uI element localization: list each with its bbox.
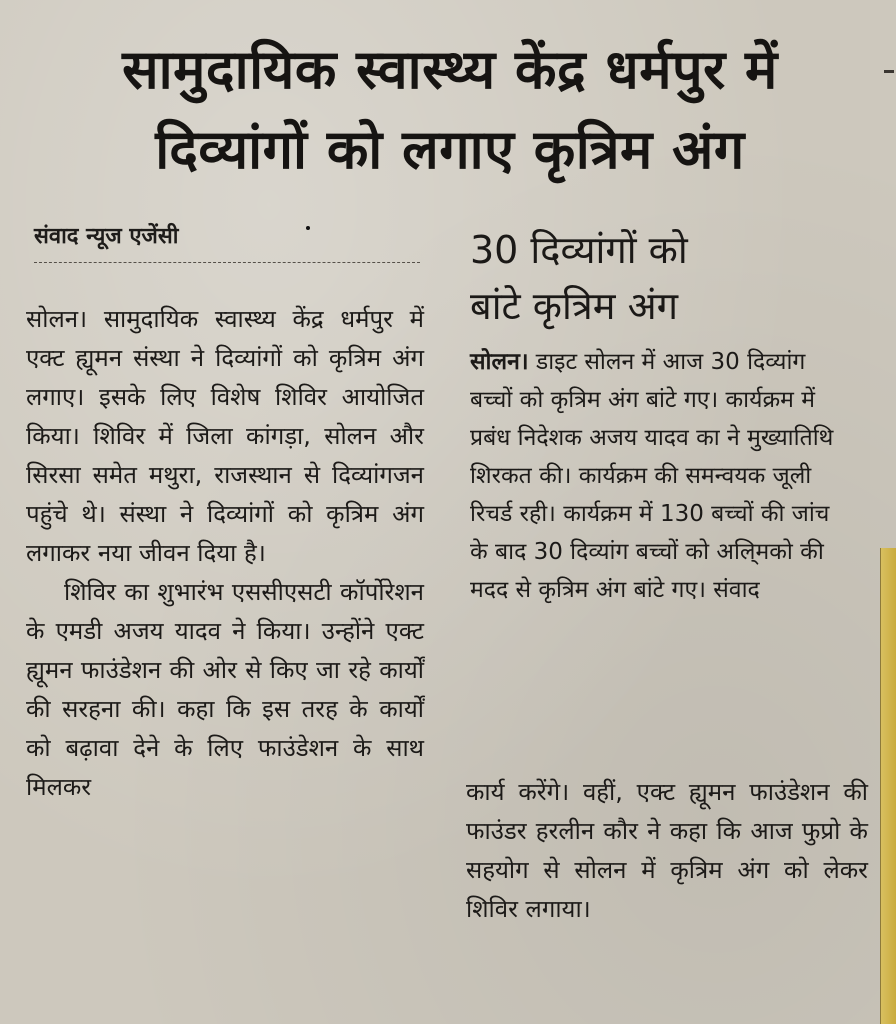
article-headline [30,30,870,190]
sidebar-headline [470,222,800,334]
print-speck [306,226,310,230]
byline: संवाद न्यूज एजेंसी [34,220,420,263]
article-paragraph-1: सोलन। सामुदायिक स्वास्थ्य केंद्र धर्मपुर में एक्ट ह्यूमन संस्था ने दिव्यांगों को कृत्रिम अंग लगाए। इसके लिए विशेष शिविर आयोजित किया। शिविर में जिला कांगड़ा, सोलन और सिरसा समेत मथुरा, राजस्थान से दिव्यांगजन पहुंचे थे। संस्था ने दिव्यांगों को कृत्रिम अंग लगाकर नया जीवन दिया है। [26,305,424,567]
article-paragraph-2: शिविर का शुभारंभ एससीएसटी कॉर्पोरेशन के एमडी अजय यादव ने किया। उन्होंने एक्ट ह्यूमन फाउंडेशन की ओर से किए जा रहे कार्यों की सरहना की। कहा कि इस तरह के कार्यों को बढ़ावा देने के लिए फाउंडेशन के साथ मिलकर [26,578,424,801]
sidebar-story [470,343,850,609]
article-paragraph-3: कार्य करेंगे। वहीं, एक्ट ह्यूमन फाउंडेशन की फाउंडर हरलीन कौर ने कहा कि आज फुप्रो के सहयोग से सोलन में कृत्रिम अंग को लेकर शिविर लगाया। [466,778,868,923]
sidebar-headline-line-2: बांटे कृत्रिम अंग [470,284,679,328]
sidebar-body: डाइट सोलन में आज 30 दिव्यांग बच्चों को कृत्रिम अंग बांटे गए। कार्यक्रम में प्रबंध निदेशक अजय यादव का ने मुख्यातिथि शिरकत की। कार्यक्रम की समन्वयक जूली रिचर्ड रही। कार्यक्रम में 130 बच्चों की जांच के बाद 30 दिव्यांग बच्चों को अलि्मको की मदद से कृत्रिम अंग बांटे गए। संवाद [470,349,834,603]
sidebar-dateline: सोलन। [470,349,529,375]
article-column-left [26,300,424,807]
headline-line-2: दिव्यांगों को लगाए कृत्रिम अंग [155,118,745,181]
adjacent-page-edge [880,548,896,1024]
headline-line-1: सामुदायिक स्वास्थ्य केंद्र धर्मपुर में [122,38,778,101]
sidebar-headline-line-1: 30 दिव्यांगों को [470,228,688,272]
edge-mark [884,70,894,73]
